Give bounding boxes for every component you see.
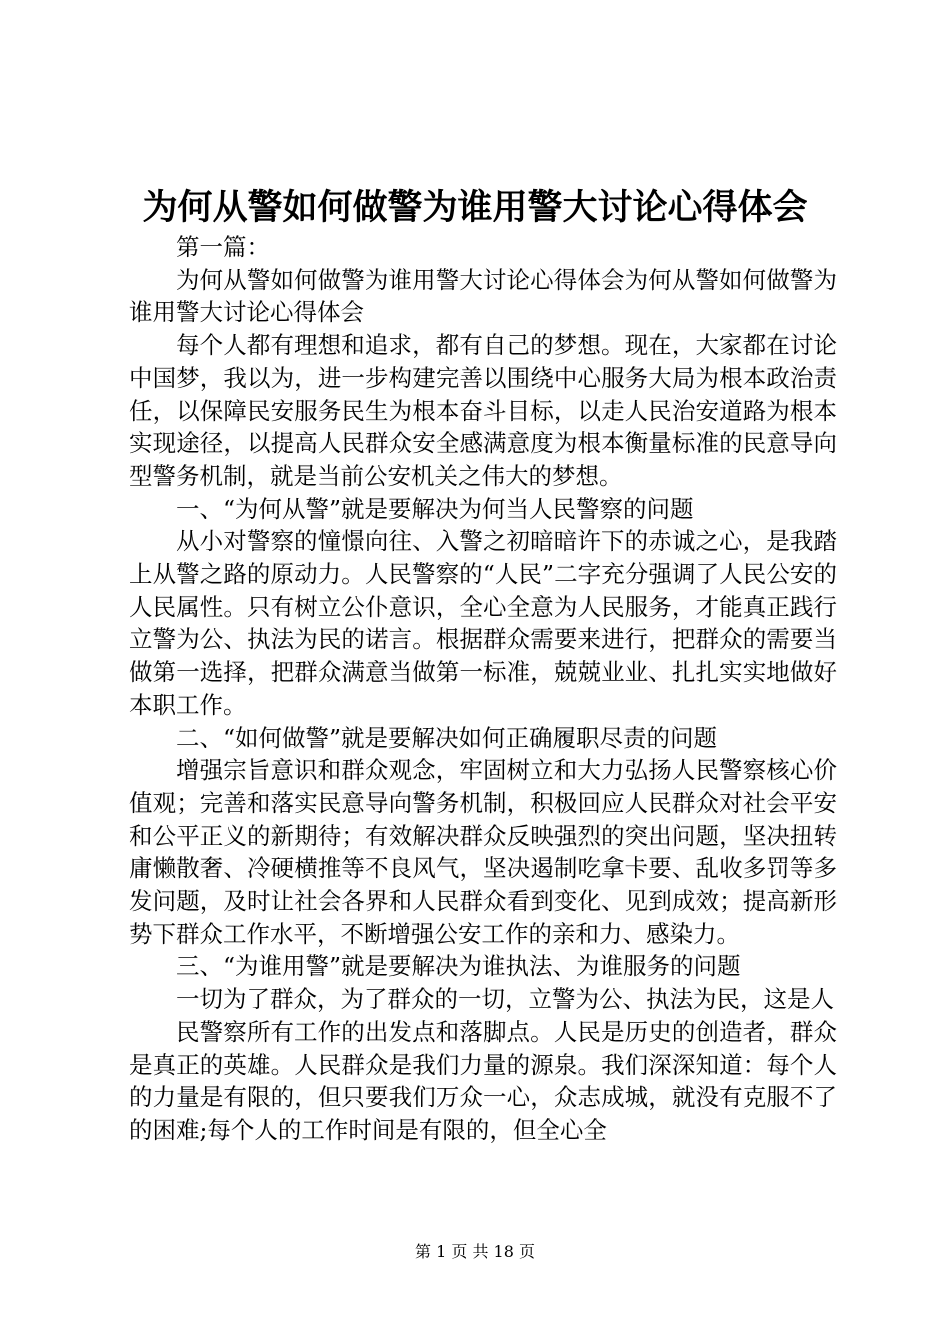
paragraph-section-label: 第一篇： (176, 233, 270, 261)
paragraph-continuation: 民警察所有工作的出发点和落脚点。人民是历史的创造者，群众是真正的英雄。人民群众是我们力量的源泉。我们深深知道：每个人的力量是有限的，但只要我们万众一心，众志成城，就没有克服不了的困难;每个人的工作时间是有限的，但全心全 (129, 1017, 837, 1144)
document-body (129, 231, 837, 1147)
page-number-footer: 第 1 页 共 18 页 (415, 1242, 535, 1261)
paragraph-how-police: 增强宗旨意识和群众观念，牢固树立和大力弘扬人民警察核心价值观；完善和落实民意导向警务机制，积极回应人民群众对社会平安和公平正义的新期待；有效解决群众反映强烈的突出问题，坚决扭转庸懒散奢、冷硬横推等不良风气，坚决遏制吃拿卡要、乱收多罚等多发问题，及时让社会各界和人民群众看到变化、见到成效；提高新形势下群众工作水平，不断增强公安工作的亲和力、感染力。 (129, 756, 837, 948)
heading-for-whom: 三、“为谁用警”就是要解决为谁执法、为谁服务的问题 (176, 952, 741, 981)
paragraph-subtitle: 为何从警如何做警为谁用警大讨论心得体会为何从警如何做警为谁用警大讨论心得体会 (129, 265, 837, 327)
heading-how-police: 二、“如何做警”就是要解决如何正确履职尽责的问题 (176, 723, 718, 752)
paragraph-intro: 每个人都有理想和追求，都有自己的梦想。现在，大家都在讨论中国梦，我以为，进一步构建完善以围绕中心服务大局为根本政治责任，以保障民安服务民生为根本奋斗目标，以走人民治安道路为根本实现途径，以提高人民群众安全感满意度为根本衡量标准的民意导向型警务机制，就是当前公安机关之伟大的梦想。 (129, 331, 837, 490)
document-title: 为何从警如何做警为谁用警大讨论心得体会 (142, 187, 808, 228)
paragraph-why-police: 从小对警察的憧憬向往、入警之初暗暗许下的赤诚之心，是我踏上从警之路的原动力。人民警察的“人民”二字充分强调了人民公安的人民属性。只有树立公仆意识，全心全意为人民服务，才能真正践行立警为公、执法为民的诺言。根据群众需要来进行，把群众的需要当做第一选择，把群众满意当做第一标准，兢兢业业、扎扎实实地做好本职工作。 (129, 527, 837, 719)
paragraph-for-whom: 一切为了群众，为了群众的一切，立警为公、执法为民，这是人 (176, 985, 834, 1014)
heading-why-police: 一、“为何从警”就是要解决为何当人民警察的问题 (176, 494, 694, 523)
